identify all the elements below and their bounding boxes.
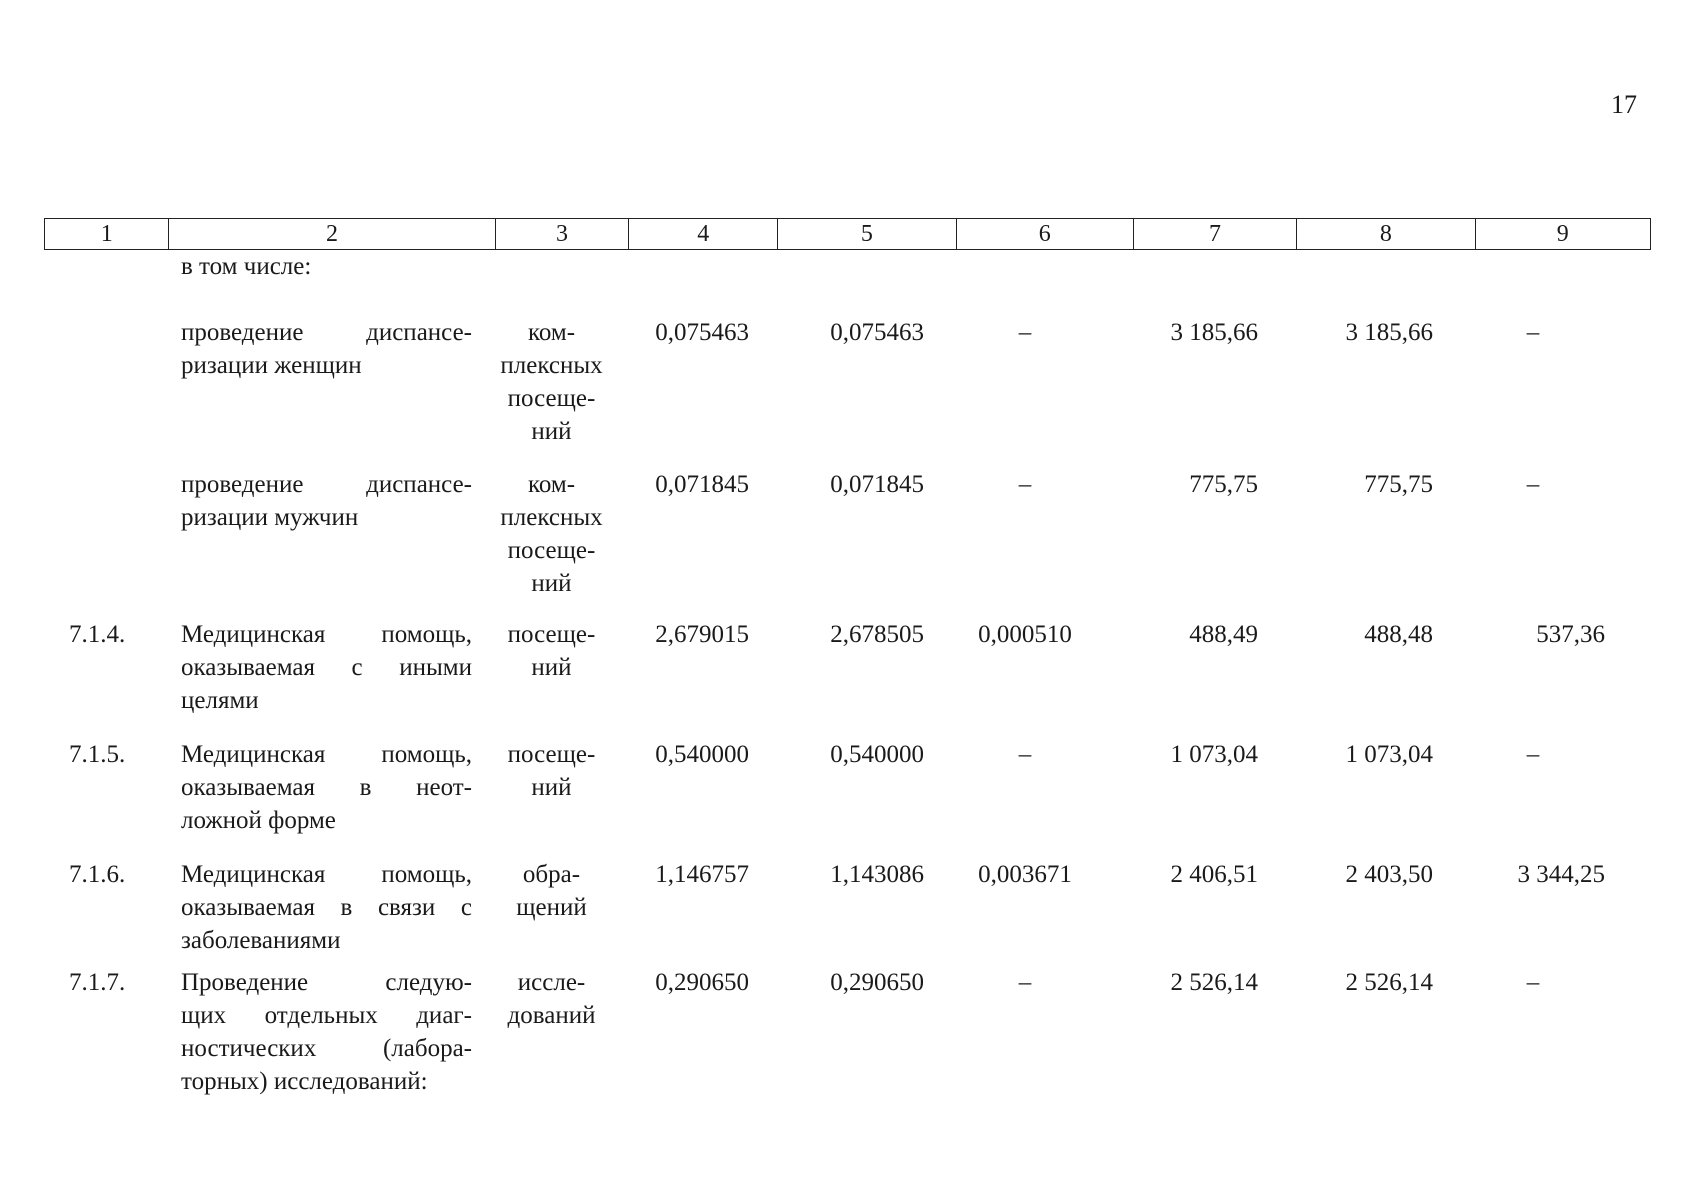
cell-col-5: 0,540000 — [830, 741, 924, 768]
row-name-line: проведение диспансе- — [181, 319, 472, 346]
row-unit: посеще- ний — [507, 741, 596, 801]
cell-col-4: 0,540000 — [655, 741, 749, 768]
cell-col-4: 0,071845 — [655, 471, 749, 498]
header-col-1: 1 — [45, 219, 169, 250]
cell-col-5: 0,290650 — [830, 969, 924, 996]
table-body — [44, 250, 1651, 1106]
row-unit: иссле- дований — [507, 969, 596, 1029]
row-name-line: ризации мужчин — [181, 504, 359, 531]
row-name-line: целями — [181, 687, 259, 714]
cell-col-6: 0,000510 — [978, 621, 1072, 648]
header-col-9: 9 — [1475, 219, 1650, 250]
row-unit: обра- щений — [516, 861, 587, 921]
cell-col-8: 1 073,04 — [1345, 741, 1433, 768]
cell-col-4: 2,679015 — [655, 621, 749, 648]
row-name-line: ложной форме — [181, 807, 336, 834]
cell-col-8: 2 526,14 — [1345, 969, 1433, 996]
table-row — [44, 316, 1651, 468]
page-number: 17 — [1611, 90, 1637, 119]
cell-col-8: 488,48 — [1364, 621, 1433, 648]
cell-col-7: 775,75 — [1189, 471, 1258, 498]
cell-col-4: 0,290650 — [655, 969, 749, 996]
cell-col-6: – — [1018, 471, 1032, 498]
row-name-line: оказываемая в неот- — [181, 774, 472, 801]
table-row — [44, 618, 1651, 738]
row-name-line: Медицинская помощь, — [181, 861, 472, 888]
table-row — [44, 738, 1651, 858]
row-name-line: оказываемая с иными — [181, 654, 472, 681]
row-name — [166, 966, 486, 1098]
cell-col-7: 3 185,66 — [1170, 319, 1258, 346]
header-col-6: 6 — [956, 219, 1133, 250]
row-name — [166, 468, 486, 534]
cell-col-7: 1 073,04 — [1170, 741, 1258, 768]
cell-col-5: 1,143086 — [830, 861, 924, 888]
cell-col-4: 1,146757 — [655, 861, 749, 888]
row-name — [166, 316, 486, 382]
header-col-2: 2 — [169, 219, 495, 250]
row-name — [166, 858, 486, 957]
cell-col-6: – — [1018, 319, 1032, 346]
cell-col-9: – — [1526, 741, 1540, 768]
cell-col-9: 537,36 — [1536, 621, 1605, 648]
row-unit: посеще- ний — [507, 621, 596, 681]
table-header — [44, 218, 1651, 250]
cell-col-9: – — [1526, 969, 1540, 996]
cell-col-7: 488,49 — [1189, 621, 1258, 648]
row-name-line: проведение диспансе- — [181, 471, 472, 498]
row-name-line: ностических (лабора- — [181, 1035, 472, 1062]
cell-col-6: – — [1018, 741, 1032, 768]
subheading: в том числе: — [181, 253, 312, 280]
cell-col-9: – — [1526, 471, 1540, 498]
row-number: 7.1.5. — [69, 741, 126, 768]
row-number: 7.1.7. — [69, 969, 126, 996]
row-number: 7.1.4. — [69, 621, 126, 648]
cell-col-5: 0,075463 — [830, 319, 924, 346]
cell-col-8: 3 185,66 — [1345, 319, 1433, 346]
cell-col-5: 0,071845 — [830, 471, 924, 498]
row-name-line: оказываемая в связи с — [181, 894, 472, 921]
cell-col-7: 2 526,14 — [1170, 969, 1258, 996]
row-unit: ком- плексных посеще- ний — [500, 319, 603, 445]
cell-col-8: 2 403,50 — [1345, 861, 1433, 888]
header-col-8: 8 — [1297, 219, 1475, 250]
row-name-line: щих отдельных диаг- — [181, 1002, 472, 1029]
header-col-3: 3 — [495, 219, 629, 250]
row-name-line: Медицинская помощь, — [181, 621, 472, 648]
table-row — [44, 468, 1651, 618]
row-number: 7.1.6. — [69, 861, 126, 888]
row-name — [166, 738, 486, 837]
cell-col-5: 2,678505 — [830, 621, 924, 648]
row-name-line: ризации женщин — [181, 352, 362, 379]
row-unit: ком- плексных посеще- ний — [500, 471, 603, 597]
row-name — [166, 618, 486, 717]
row-name-line: Проведение следую- — [181, 969, 472, 996]
table-row — [44, 858, 1651, 966]
row-name-line: торных) исследований: — [181, 1068, 428, 1095]
cell-col-6: – — [1018, 969, 1032, 996]
row-name-line: Медицинская помощь, — [181, 741, 472, 768]
cell-col-7: 2 406,51 — [1170, 861, 1258, 888]
header-col-4: 4 — [629, 219, 778, 250]
row-name-line: заболеваниями — [181, 927, 341, 954]
cell-col-4: 0,075463 — [655, 319, 749, 346]
cell-col-8: 775,75 — [1364, 471, 1433, 498]
table-row — [44, 966, 1651, 1106]
header-col-7: 7 — [1133, 219, 1296, 250]
row-container — [44, 316, 1651, 1106]
cell-col-9: – — [1526, 319, 1540, 346]
subheading-row — [44, 250, 1651, 316]
cell-col-6: 0,003671 — [978, 861, 1072, 888]
cell-col-9: 3 344,25 — [1517, 861, 1605, 888]
header-col-5: 5 — [778, 219, 956, 250]
